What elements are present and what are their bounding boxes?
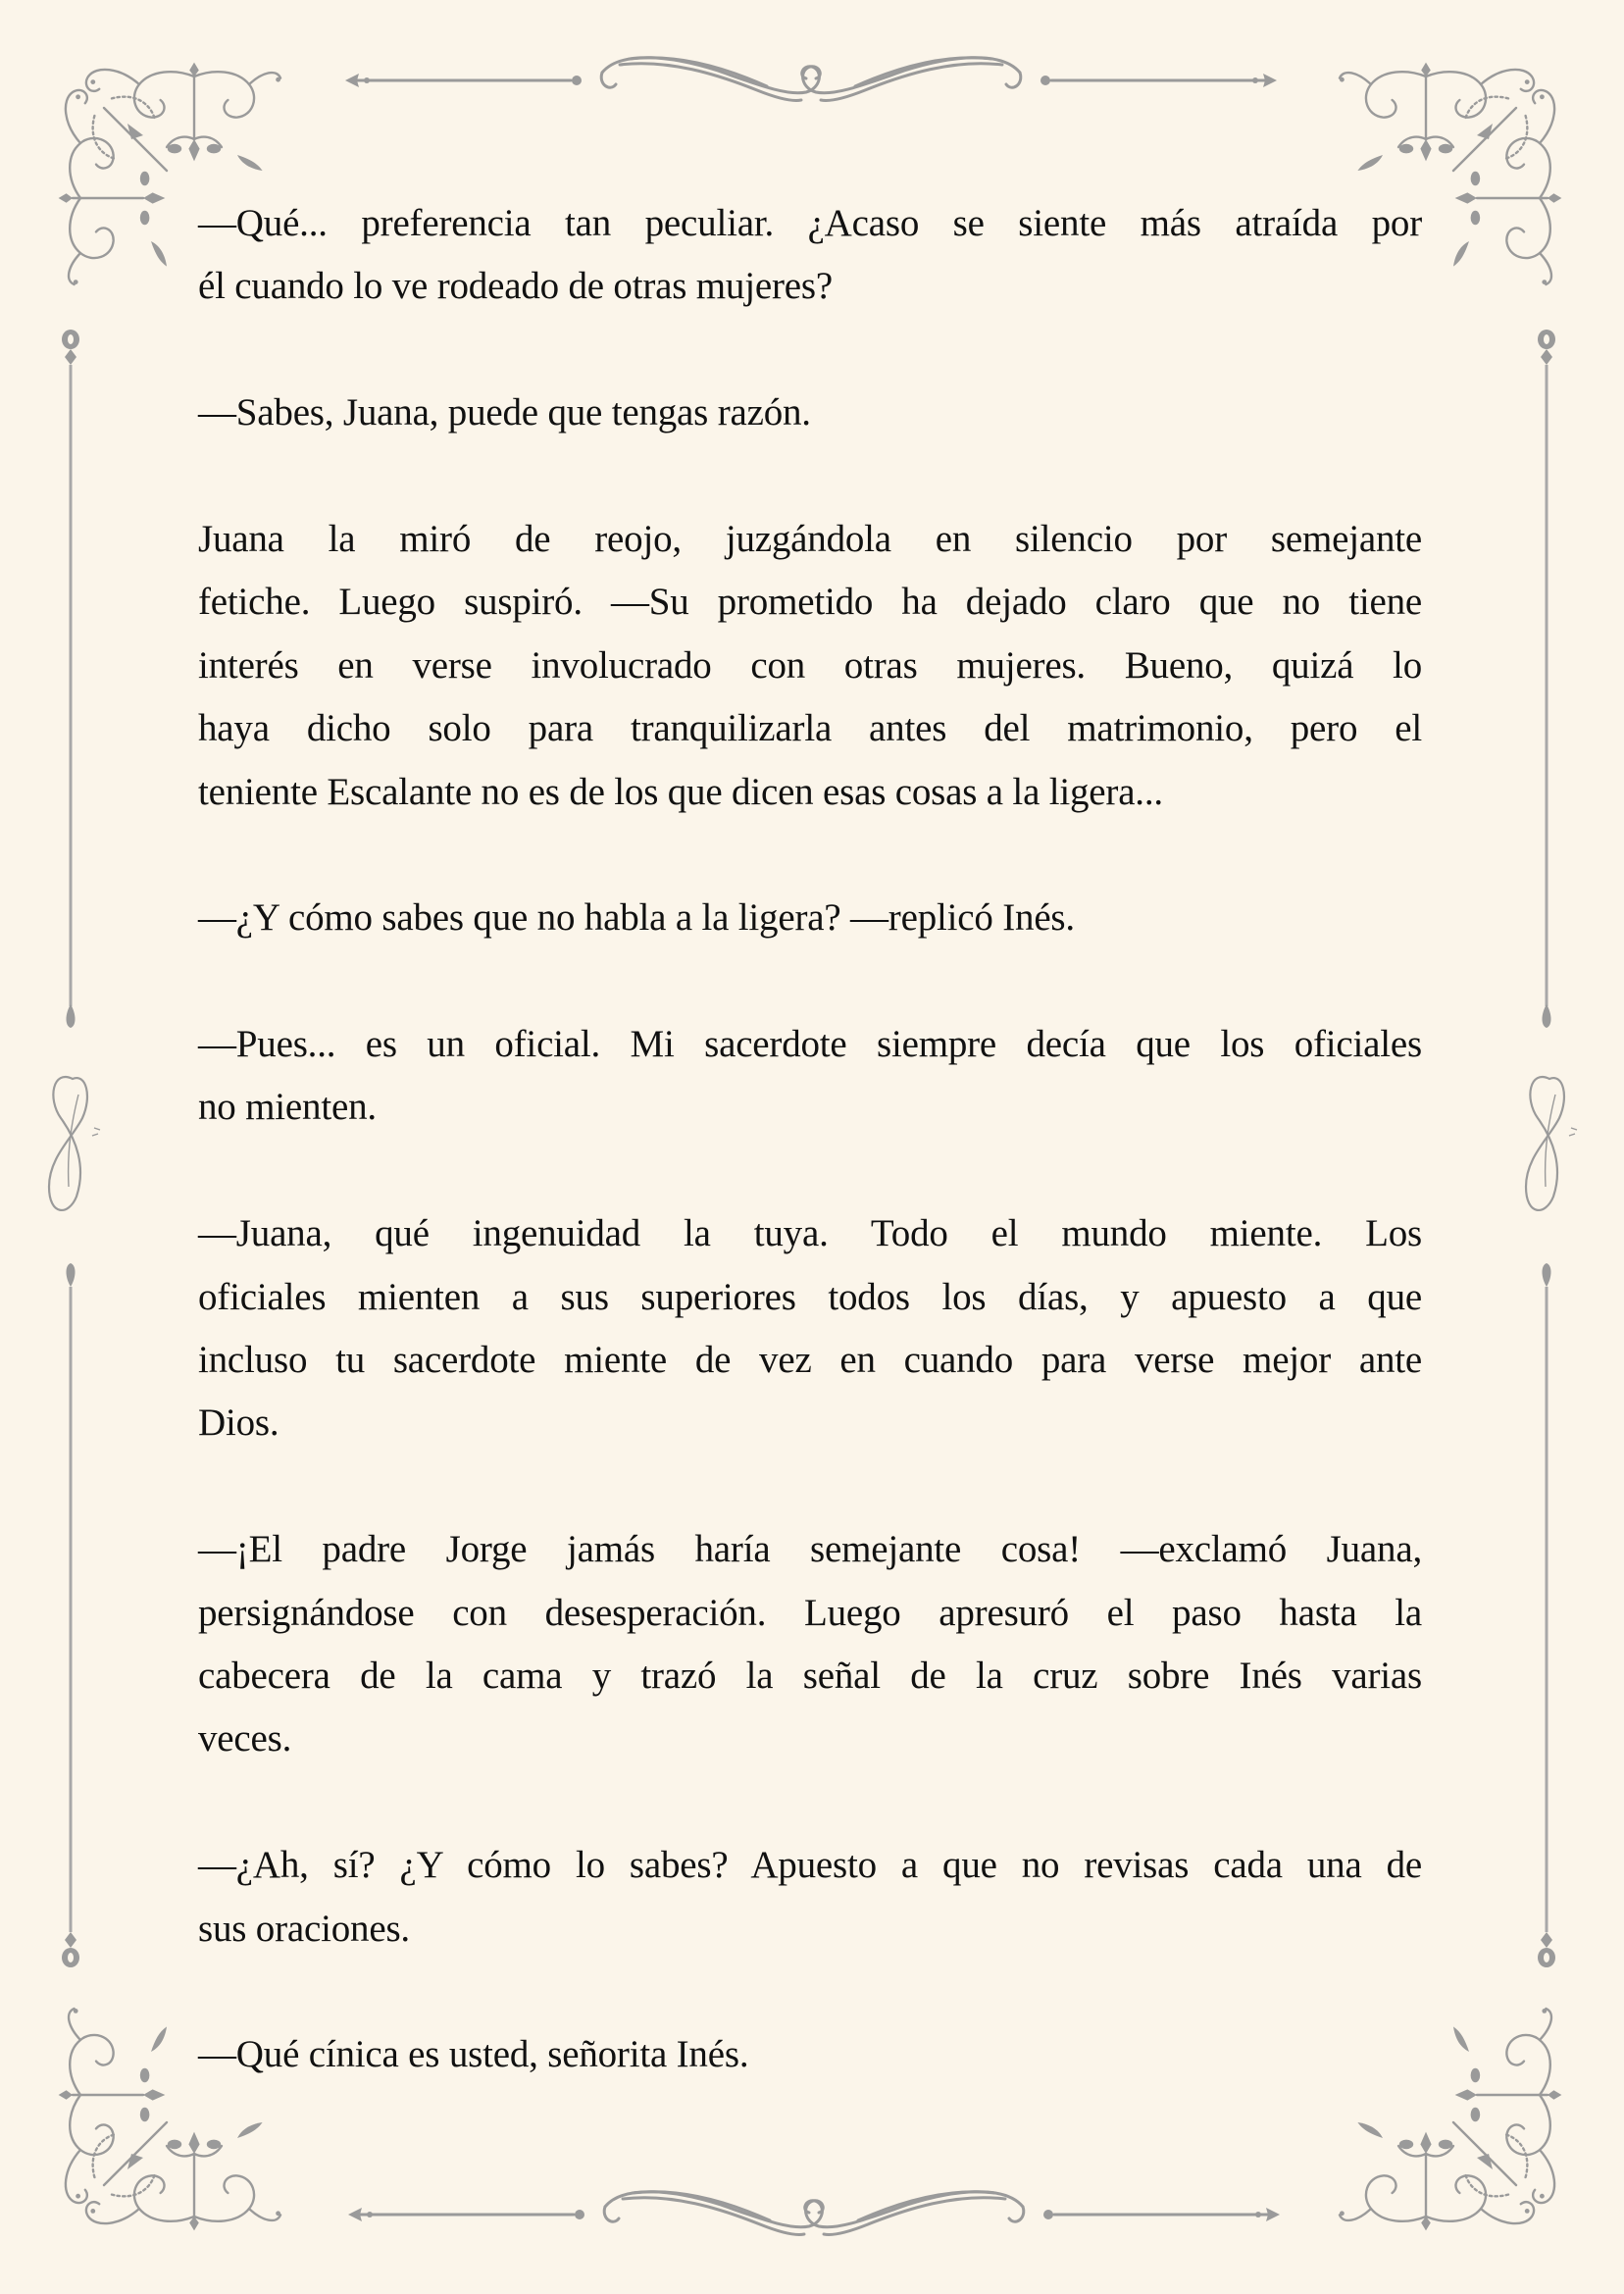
text-line: él cuando lo ve rodeado de otras mujeres?: [198, 265, 833, 308]
paragraph: [198, 382, 1422, 444]
paragraph: [198, 192, 1422, 319]
text-line: —Pues... es un oficial. Mi sacerdote siempre decía que los oficiales: [198, 1023, 1422, 1066]
pin-rule-right-lower-icon: [1537, 1261, 1556, 1967]
pin-rule-right-upper-icon: [1537, 330, 1556, 1036]
text-line: —¿Ah, sí? ¿Y cómo lo sabes? Apuesto a que no revisas cada una de: [198, 1844, 1422, 1887]
text-line: Juana la miró de reojo, juzgándola en silencio por semejante: [198, 517, 1422, 560]
infinity-knot-right-icon: [1520, 1069, 1589, 1226]
paragraph: [198, 887, 1422, 949]
scroll-divider-bottom-icon: [348, 2175, 1280, 2254]
text-line: Dios.: [198, 1402, 279, 1445]
text-line: —Qué cínica es usted, señorita Inés.: [198, 2033, 749, 2076]
infinity-knot-left-icon: [43, 1069, 112, 1226]
text-line: fetiche. Luego suspiró. —Su prometido ha dejado claro que no tiene: [198, 581, 1422, 624]
paragraph: [198, 1202, 1422, 1455]
text-line: —Qué... preferencia tan peculiar. ¿Acaso se siente más atraída por: [198, 202, 1422, 244]
text-line: cabecera de la cama y trazó la señal de la cruz sobre Inés varias: [198, 1654, 1422, 1697]
text-line: oficiales mienten a sus superiores todos los días, y apuesto a que: [198, 1275, 1422, 1318]
paragraph: [198, 1834, 1422, 1961]
paragraph: [198, 1518, 1422, 1771]
text-line: incluso tu sacerdote miente de vez en cuando para verse mejor ante: [198, 1339, 1422, 1382]
text-line: haya dicho solo para tranquilizarla antes del matrimonio, pero el: [198, 707, 1422, 750]
pin-rule-left-lower-icon: [61, 1261, 80, 1967]
scroll-divider-top-icon: [345, 41, 1277, 120]
text-line: —Juana, qué ingenuidad la tuya. Todo el mundo miente. Los: [198, 1212, 1422, 1255]
paragraph: [198, 508, 1422, 824]
text-line: —Sabes, Juana, puede que tengas razón.: [198, 391, 811, 434]
text-line: veces.: [198, 1717, 292, 1760]
text-line: persignándose con desesperación. Luego apresuró el paso hasta la: [198, 1591, 1422, 1634]
text-line: —¿Y cómo sabes que no habla a la ligera? —replicó Inés.: [198, 896, 1075, 940]
pin-rule-left-upper-icon: [61, 330, 80, 1036]
text-line: interés en verse involucrado con otras mujeres. Bueno, quizá lo: [198, 643, 1422, 687]
document-body: [198, 192, 1422, 2150]
text-line: no mienten.: [198, 1086, 377, 1129]
text-line: sus oraciones.: [198, 1907, 410, 1950]
paragraph: [198, 2023, 1422, 2086]
text-line: —¡El padre Jorge jamás haría semejante cosa! —exclamó Juana,: [198, 1528, 1422, 1571]
text-line: teniente Escalante no es de los que dicen esas cosas a la ligera...: [198, 770, 1163, 813]
paragraph: [198, 1013, 1422, 1140]
